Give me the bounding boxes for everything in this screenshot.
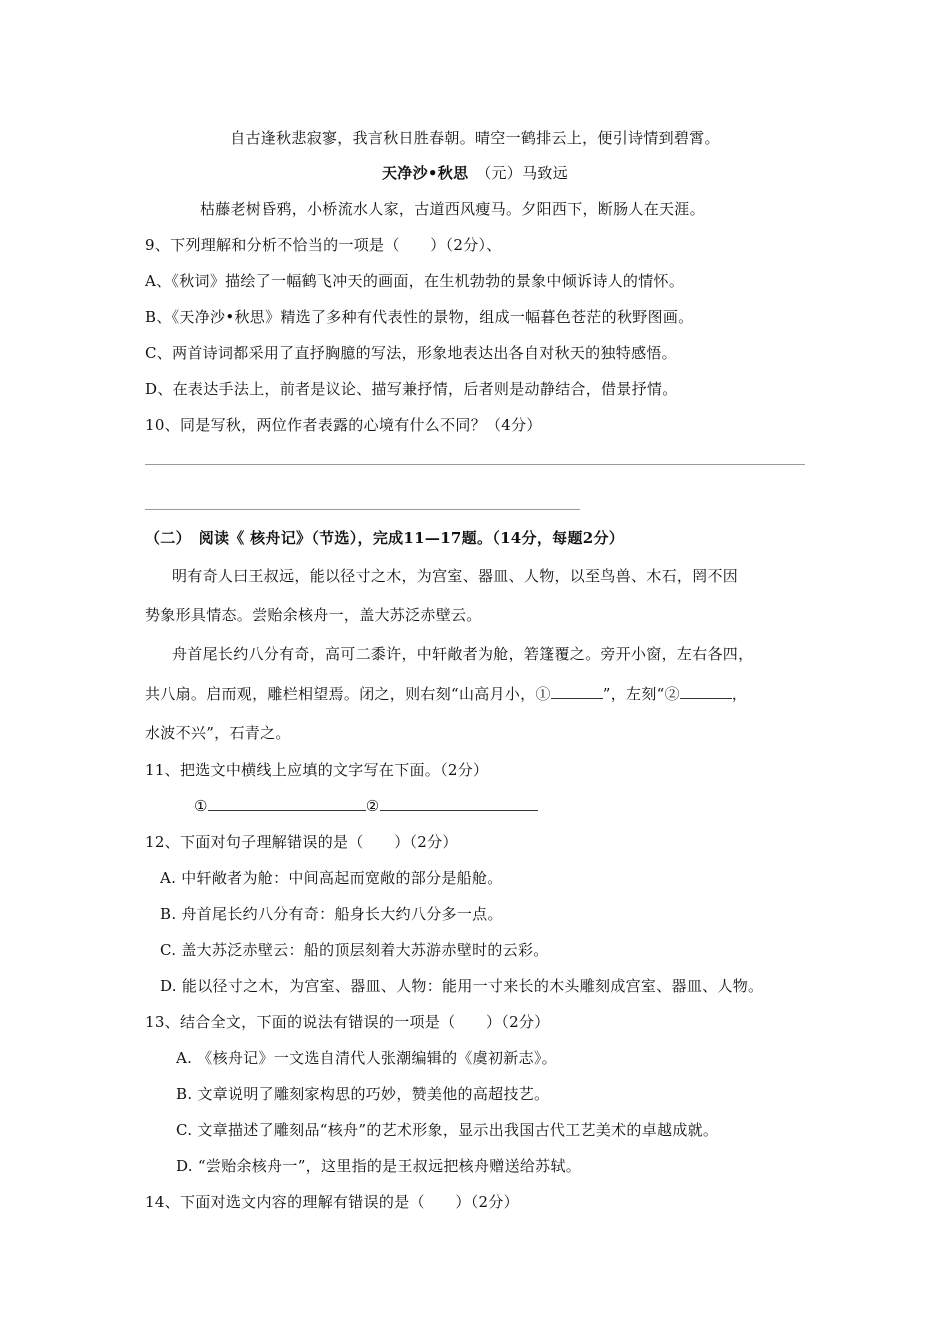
passage-para2-line1: 舟首尾长约八分有奇，高可二黍许，中轩敞者为舱，箬篷覆之。旁开小窗，左右各四， [172,645,754,663]
poem1-closing-line: 自古逢秋悲寂寥，我言秋日胜春朝。晴空一鹤排云上，便引诗情到碧霄。 [230,129,720,147]
q11-mark-2: ② [365,797,380,815]
q10-answer-line-2 [145,509,580,510]
poem2-author: （元）马致远 [483,164,568,182]
q13-option-a: A. 《核舟记》一文选自清代人张潮编辑的《虞初新志》。 [176,1049,557,1067]
q12-stem: 12、下面对句子理解错误的是（ ）（2分） [145,833,458,851]
q13-option-b: B. 文章说明了雕刻家构思的巧妙，赞美他的高超技艺。 [176,1085,550,1103]
q12-option-d: D. 能以径寸之木，为宫室、器皿、人物：能用一寸来长的木头雕刻成宫室、器皿、人物。 [160,977,764,995]
q11-mark-1: ① [194,797,208,815]
poem2-text: 枯藤老树昏鸦，小桥流水人家，古道西风瘦马。夕阳西下，断肠人在天涯。 [200,200,705,218]
q9-option-b: B、《天净沙•秋思》精选了多种有代表性的景物，组成一幅暮色苍茫的秋野图画。 [145,308,694,326]
passage-para2-line2 [145,684,747,704]
passage-para2-line3: 水波不兴”，石青之。 [145,724,291,742]
poem2-title: 天净沙•秋思 [381,164,469,182]
q11-answer-row [194,796,538,816]
q9-option-a: A、《秋词》描绘了一幅鹤飞冲天的画面，在生机勃勃的景象中倾诉诗人的情怀。 [145,272,685,290]
q11-stem: 11、把选文中横线上应填的文字写在下面。（2分） [145,761,489,779]
passage-para1-line2: 势象形具情态。尝贻余核舟一，盖大苏泛赤壁云。 [145,606,482,624]
passage-blank-1 [551,684,603,699]
q12-option-b: B. 舟首尾长约八分有奇：船身长大约八分多一点。 [160,905,503,923]
q12-option-c: C. 盖大苏泛赤壁云：船的顶层刻着大苏游赤壁时的云彩。 [160,941,549,959]
passage-blank-2 [680,684,732,699]
q13-stem: 13、结合全文，下面的说法有错误的一项是（ ）（2分） [145,1013,550,1031]
q10-stem: 10、同是写秋，两位作者表露的心境有什么不同？（4分） [145,416,542,434]
q11-answer-blank-1[interactable] [208,796,366,811]
q14-stem: 14、下面对选文内容的理解有错误的是（ ）（2分） [145,1193,519,1211]
q12-option-a: A. 中轩敞者为舱：中间高起而宽敞的部分是船舱。 [160,869,503,887]
q11-answer-blank-2[interactable] [380,796,538,811]
passage-fill-text-2: ”，左刻“② [602,685,680,703]
poem2-heading [0,163,950,183]
q9-option-d: D、在表达手法上，前者是议论、描写兼抒情，后者则是动静结合，借景抒情。 [145,380,678,398]
q10-answer-line-1 [145,464,805,465]
passage-para1-line1: 明有奇人曰王叔远，能以径寸之木，为宫室、器皿、人物，以至鸟兽、木石，罔不因 [172,567,739,585]
q13-option-d: D. “尝贻余核舟一”，这里指的是王叔远把核舟赠送给苏轼。 [176,1157,582,1175]
q9-stem: 9、下列理解和分析不恰当的一项是（ ）（2分）、 [145,236,502,254]
q9-option-c: C、两首诗词都采用了直抒胸臆的写法，形象地表达出各自对秋天的独特感悟。 [145,344,677,362]
passage-fill-text-3: ， [731,685,748,703]
section2-heading: （二） 阅读《 核舟记》（节选），完成11—17题。（14分，每题2分） [145,529,625,547]
q13-option-c: C. 文章描述了雕刻品“核舟”的艺术形象，显示出我国古代工艺美术的卓越成就。 [176,1121,719,1139]
passage-fill-text-1: 共八扇。启而观，雕栏相望焉。闭之，则右刻“山高月小，① [145,685,551,703]
